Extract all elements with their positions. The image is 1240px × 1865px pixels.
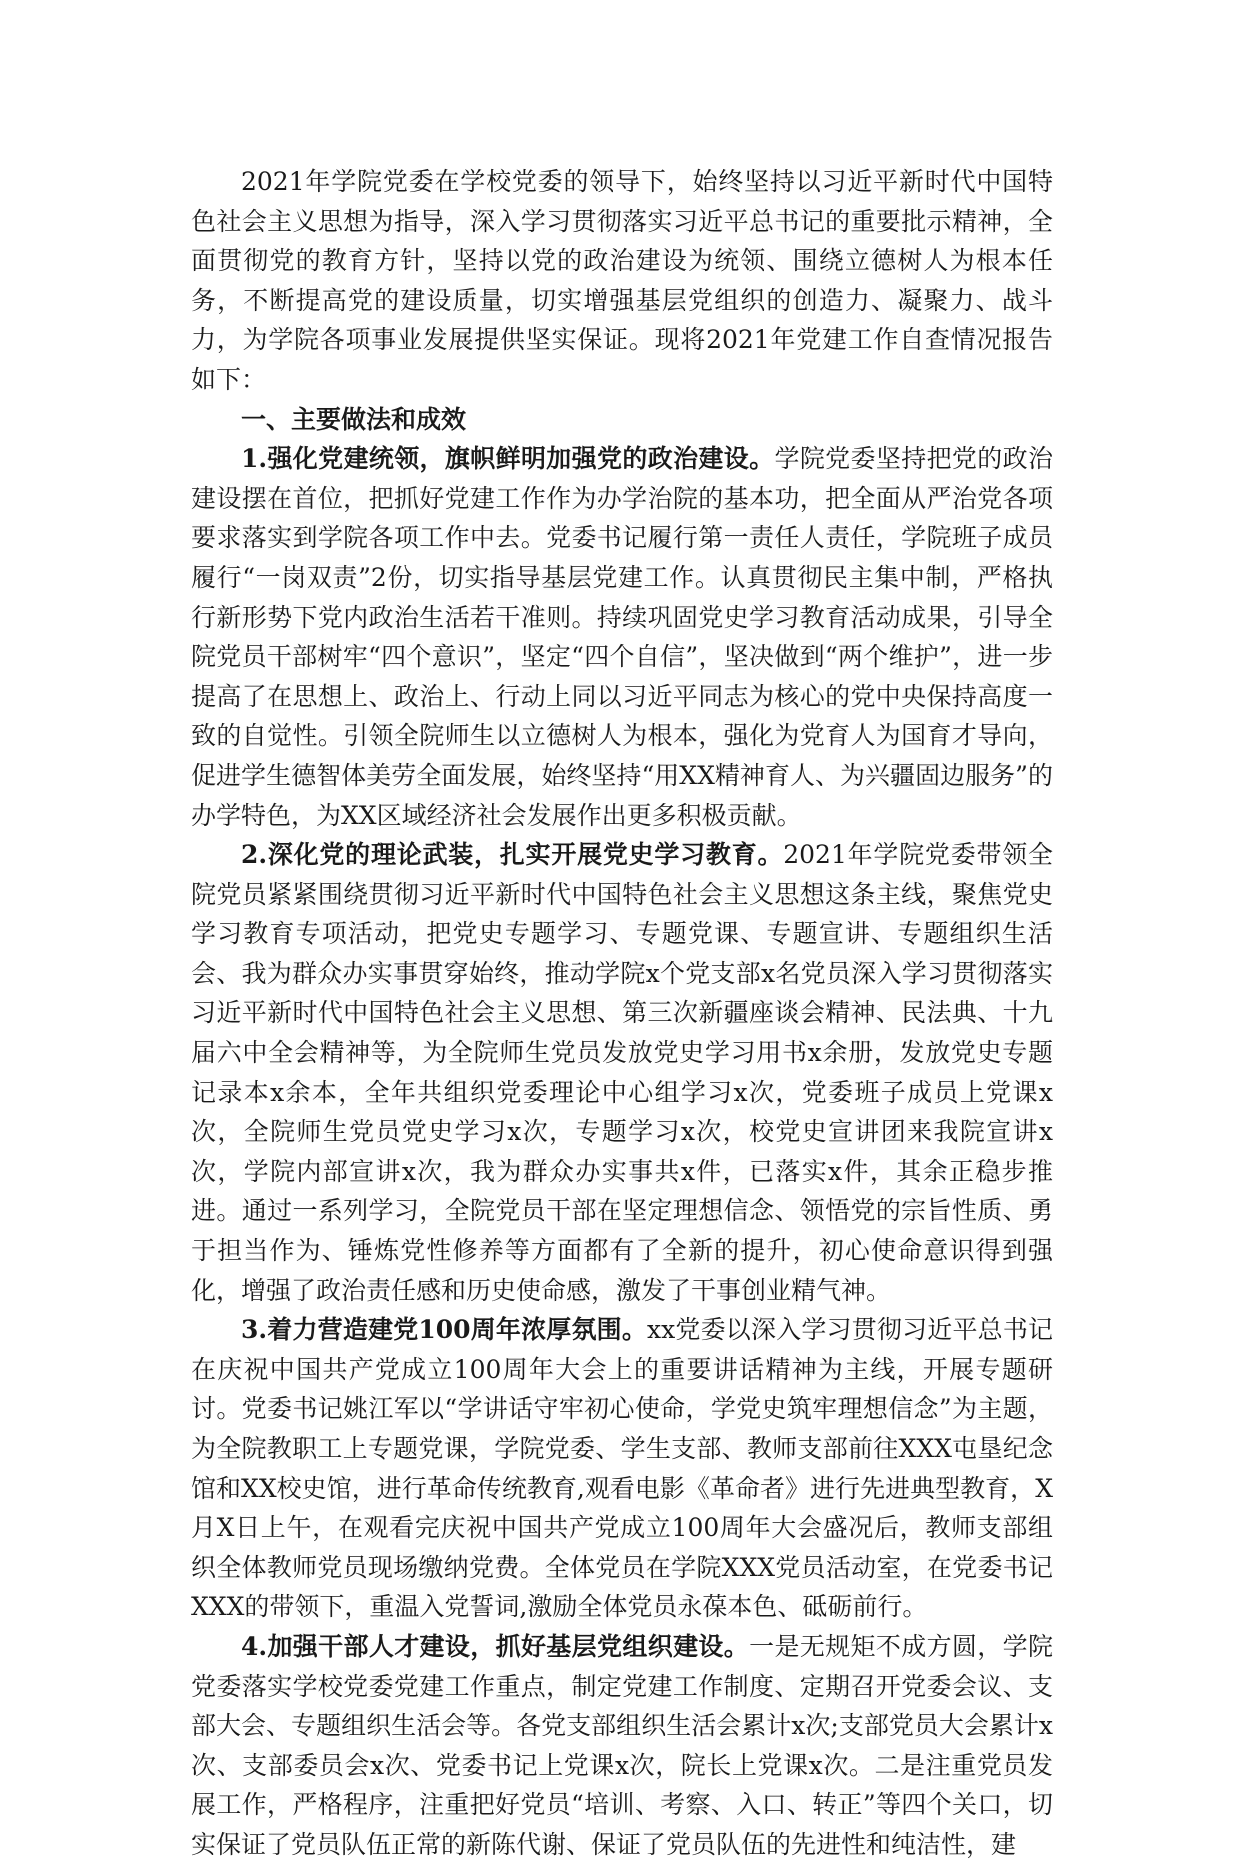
section-heading: 一、主要做法和成效 — [241, 404, 467, 434]
item-lead: 4.加强干部人才建设，抓好基层党组织建设。 — [241, 1631, 750, 1661]
item-paragraph-1 — [191, 439, 1053, 835]
intro-paragraph: 2021年学院党委在学校党委的领导下，始终坚持以习近平新时代中国特色社会主义思想为指导，深入学习贯彻落实习近平总书记的重要批示精神，全面贯彻党的教育方针，坚持以党的政治建设为统领、围绕立德树人为根本任务，不断提高党的建设质量，切实增强基层党组织的创造力、凝聚力、战斗力，为学院各项事业发展提供坚实保证。现将2021年党建工作自查情况报告如下： — [191, 167, 1053, 394]
item-body: 学院党委坚持把党的政治建设摆在首位，把抓好党建工作作为办学治院的基本功，把全面从严治党各项要求落实到学院各项工作中去。党委书记履行第一责任人责任，学院班子成员履行“一岗双责”2份，切实指导基层党建工作。认真贯彻民主集中制，严格执行新形势下党内政治生活若干准则。持续巩固党史学习教育活动成果，引导全院党员干部树牢“四个意识”，坚定“四个自信”，坚决做到“两个维护”，进一步提高了在思想上、政治上、行动上同以习近平同志为核心的党中央保持高度一致的自觉性。引领全院师生以立德树人为根本，强化为党育人为国育才导向，促进学生德智体美劳全面发展，始终坚持“用XX精神育人、为兴疆固边服务”的办学特色，为XX区域经济社会发展作出更多积极贡献。 — [191, 444, 1053, 830]
item-lead: 1.强化党建统领，旗帜鲜明加强党的政治建设。 — [241, 444, 775, 474]
item-paragraph-4 — [191, 1627, 1053, 1865]
item-body: xx党委以深入学习贯彻习近平总书记在庆祝中国共产党成立100周年大会上的重要讲话精神为主线，开展专题研讨。党委书记姚江军以“学讲话守牢初心使命，学党史筑牢理想信念”为主题，为全院教职工上专题党课，学院党委、学生支部、教师支部前往XXX屯垦纪念馆和XX校史馆，进行革命传统教育,观看电影《革命者》进行先进典型教育，X月X日上午，在观看完庆祝中国共产党成立100周年大会盛况后，教师支部组织全体教师党员现场缴纳党费。全体党员在学院XXX党员活动室，在党委书记XXX的带领下，重温入党誓词,激励全体党员永葆本色、砥砺前行。 — [191, 1315, 1053, 1622]
document-page — [191, 162, 1053, 1865]
item-body: 一是无规矩不成方圆，学院党委落实学校党委党建工作重点，制定党建工作制度、定期召开党委会议、支部大会、专题组织生活会等。各党支部组织生活会累计x次;支部党员大会累计x次、支部委员会x次、党委书记上党课x次，院长上党课x次。二是注重党员发展工作，严格程序，注重把好党员“培训、考察、入口、转正”等四个关口，切实保证了党员队伍正常的新陈代谢、保证了党员队伍的先进性和纯洁性，建 — [191, 1631, 1053, 1859]
item-body: 2021年学院党委带领全院党员紧紧围绕贯彻习近平新时代中国特色社会主义思想这条主线，聚焦党史学习教育专项活动，把党史专题学习、专题党课、专题宣讲、专题组织生活会、我为群众办实事贯穿始终，推动学院x个党支部x名党员深入学习贯彻落实习近平新时代中国特色社会主义思想、第三次新疆座谈会精神、民法典、十九届六中全会精神等，为全院师生党员发放党史学习用书x余册，发放党史专题记录本x余本，全年共组织党委理论中心组学习x次，党委班子成员上党课x次，全院师生党员党史学习x次，专题学习x次，校党史宣讲团来我院宣讲x次，学院内部宣讲x次，我为群众办实事共x件，已落实x件，其余正稳步推进。通过一系列学习，全院党员干部在坚定理想信念、领悟党的宗旨性质、勇于担当作为、锤炼党性修养等方面都有了全新的提升，初心使命意识得到强化，增强了政治责任感和历史使命感，激发了干事创业精气神。 — [191, 840, 1054, 1305]
item-paragraph-3 — [191, 1310, 1053, 1627]
item-lead: 3.着力营造建党100周年浓厚氛围。 — [241, 1315, 648, 1345]
item-paragraph-2 — [191, 835, 1053, 1310]
item-lead: 2.深化党的理论武装，扎实开展党史学习教育。 — [241, 840, 784, 870]
